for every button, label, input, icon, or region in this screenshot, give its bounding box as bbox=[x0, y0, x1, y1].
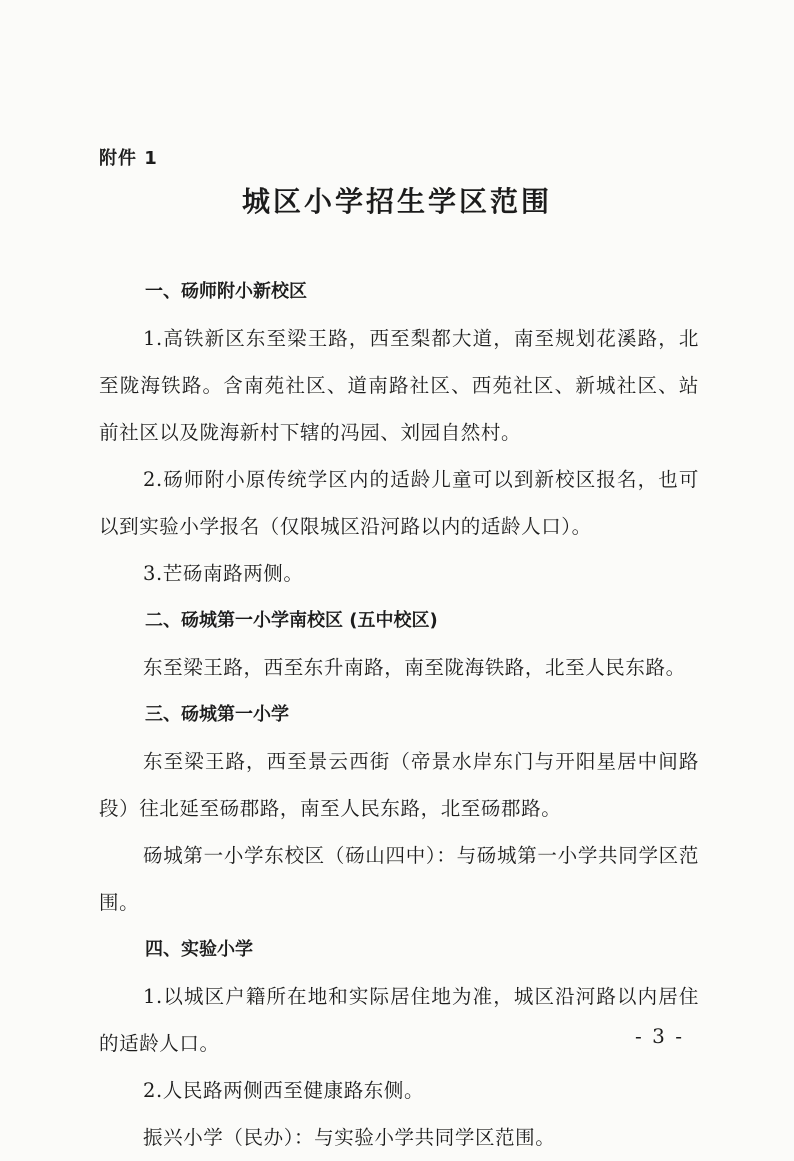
section-3-paragraph-2: 砀城第一小学东校区（砀山四中）：与砀城第一小学共同学区范围。 bbox=[99, 844, 699, 914]
section-1-paragraph-3: 3.芒砀南路两侧。 bbox=[143, 562, 304, 585]
section-4-paragraph-3: 振兴小学（民办）：与实验小学共同学区范围。 bbox=[143, 1126, 556, 1149]
section-1-paragraph-2: 2.砀师附小原传统学区内的适龄儿童可以到新校区报名，也可以到实验小学报名（仅限城区沿河路以内的适龄人口）。 bbox=[99, 468, 699, 538]
section-heading-2: 二、砀城第一小学南校区 (五中校区) bbox=[145, 610, 438, 631]
document-title: 城区小学招生学区范围 bbox=[241, 185, 552, 218]
section-4-paragraph-2: 2.人民路两侧西至健康路东侧。 bbox=[143, 1079, 425, 1102]
document-body bbox=[99, 268, 699, 1161]
section-2-paragraph-1: 东至梁王路，西至东升南路，南至陇海铁路，北至人民东路。 bbox=[143, 656, 686, 679]
attachment-label: 附件 1 bbox=[99, 148, 158, 169]
section-1-paragraph-1: 1.高铁新区东至梁王路，西至梨都大道，南至规划花溪路，北至陇海铁路。含南苑社区、道南路社区、西苑社区、新城社区、站前社区以及陇海新村下辖的冯园、刘园自然村。 bbox=[99, 327, 699, 444]
section-heading-1: 一、砀师附小新校区 bbox=[145, 281, 307, 302]
section-heading-3: 三、砀城第一小学 bbox=[145, 704, 289, 725]
section-heading-4: 四、实验小学 bbox=[145, 939, 253, 960]
page-number: - 3 - bbox=[635, 1024, 684, 1048]
section-3-paragraph-1: 东至梁王路，西至景云西街（帝景水岸东门与开阳星居中间路段）往北延至砀郡路，南至人民东路，北至砀郡路。 bbox=[99, 750, 699, 820]
section-4-paragraph-1: 1.以城区户籍所在地和实际居住地为准，城区沿河路以内居住的适龄人口。 bbox=[99, 985, 699, 1055]
